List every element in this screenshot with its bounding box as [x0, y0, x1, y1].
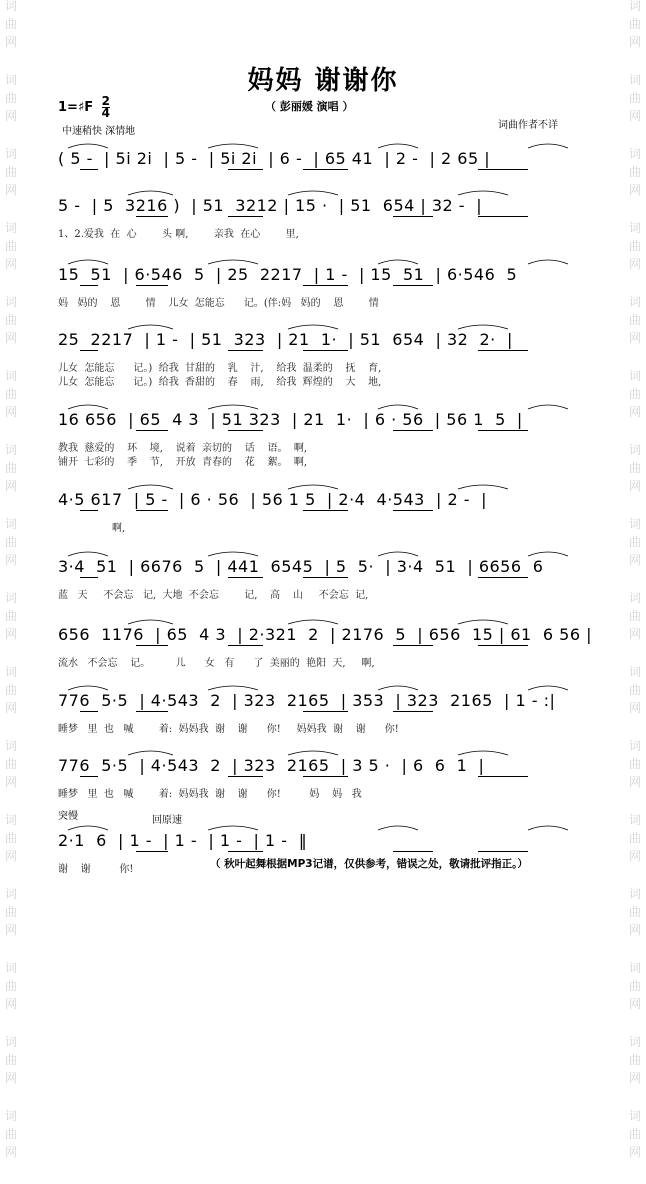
watermark-char: 词: [4, 665, 17, 679]
watermark-char: 词: [4, 739, 17, 753]
time-signature: [102, 96, 110, 119]
watermark-char: 曲: [4, 165, 17, 179]
lyric-line: 睡梦 里 也 喊 着: 妈妈我 谢 谢 你! 妈 妈 我: [58, 789, 362, 800]
beam-line: [303, 285, 348, 286]
watermark-char: 词: [4, 369, 17, 383]
lyric-line: 啊,: [58, 523, 126, 534]
watermark-char: 网: [4, 627, 17, 641]
watermark-char: 曲: [628, 979, 641, 993]
watermark-char: 词: [4, 73, 17, 87]
watermark-char: 曲: [4, 757, 17, 771]
beam-line: [393, 430, 433, 431]
beam-line: [303, 350, 348, 351]
watermark-char: 网: [628, 183, 641, 197]
watermark-char: 网: [4, 405, 17, 419]
watermark-char: 词: [4, 887, 17, 901]
jianpu-notes: 25 2217 | 1 - | 51 323 | 21 1· | 51 654 | 32 2· |: [58, 330, 513, 349]
watermark-char: 网: [628, 849, 641, 863]
watermark-char: 词: [4, 1109, 17, 1123]
beam-line: [478, 430, 528, 431]
watermark-char: 词: [4, 295, 17, 309]
beam-line: [478, 350, 528, 351]
beam-line: [80, 577, 98, 578]
beam-line: [136, 216, 168, 217]
watermark-char: 词: [628, 443, 641, 457]
watermark-char: 网: [628, 775, 641, 789]
watermark-char: 网: [628, 553, 641, 567]
beam-line: [228, 645, 263, 646]
jianpu-notes: ( 5 - | 5i 2i | 5 - | 5i 2i | 6 - | 65 41 | 2 - | 2 65 |: [58, 149, 491, 168]
watermark-right: [624, 0, 646, 1159]
watermark-char: 词: [628, 665, 641, 679]
watermark-char: 曲: [4, 905, 17, 919]
watermark-char: 词: [4, 813, 17, 827]
watermark-char: 曲: [4, 683, 17, 697]
watermark-char: 曲: [628, 757, 641, 771]
watermark-char: 曲: [4, 313, 17, 327]
watermark-char: 曲: [4, 17, 17, 31]
lyric-line: 1、2.爱我 在 心 头 啊, 亲我 在心 里,: [58, 229, 299, 240]
watermark-char: 网: [4, 701, 17, 715]
watermark-char: 曲: [4, 979, 17, 993]
key-signature: [58, 96, 110, 119]
watermark-char: 网: [628, 257, 641, 271]
beam-line: [136, 711, 168, 712]
song-title: 妈妈 谢谢你: [247, 66, 399, 96]
watermark-char: 网: [4, 183, 17, 197]
watermark-char: 曲: [628, 609, 641, 623]
beam-line: [136, 430, 168, 431]
lyric-line: 儿女 怎能忘 记。) 给我 香甜的 春 雨, 给我 辉煌的 大 地,: [58, 377, 382, 388]
watermark-char: 网: [4, 257, 17, 271]
watermark-char: 曲: [4, 461, 17, 475]
meter-bottom: 4: [101, 106, 110, 120]
watermark-char: 词: [628, 739, 641, 753]
singer-credit: （ 彭丽媛 演唱 ）: [265, 100, 354, 113]
watermark-char: 曲: [628, 905, 641, 919]
watermark-char: 曲: [628, 17, 641, 31]
watermark-char: 词: [628, 147, 641, 161]
watermark-char: 词: [628, 295, 641, 309]
watermark-char: 曲: [628, 831, 641, 845]
watermark-char: 网: [4, 35, 17, 49]
watermark-char: 词: [4, 147, 17, 161]
beam-line: [478, 776, 528, 777]
beam-line: [228, 216, 263, 217]
watermark-char: 网: [4, 923, 17, 937]
watermark-char: 词: [628, 1035, 641, 1049]
watermark-char: 词: [4, 517, 17, 531]
watermark-char: 词: [628, 221, 641, 235]
watermark-char: 网: [628, 701, 641, 715]
jianpu-notes: 3·4 51 | 6676 5 | 441 6545 | 5 5· | 3·4 51 | 6656 6: [58, 557, 544, 576]
beam-line: [136, 645, 168, 646]
watermark-char: 曲: [4, 535, 17, 549]
watermark-char: 曲: [4, 1127, 17, 1141]
beam-line: [228, 776, 263, 777]
beam-line: [80, 285, 98, 286]
watermark-char: 词: [628, 887, 641, 901]
beam-line: [393, 285, 433, 286]
watermark-char: 词: [4, 443, 17, 457]
slowdown-mark: 突慢: [58, 811, 78, 822]
watermark-char: 曲: [628, 461, 641, 475]
watermark-char: 曲: [628, 91, 641, 105]
lyric-line: 谢 谢 你!: [58, 864, 134, 875]
beam-line: [228, 430, 263, 431]
watermark-char: 曲: [4, 387, 17, 401]
tempo-marking: 中速稍快 深情地: [62, 126, 136, 137]
watermark-char: 网: [4, 849, 17, 863]
lyric-line: 教我 慈爱的 环 境, 说着 亲切的 话 语。 啊,: [58, 443, 308, 454]
key-label: 1=♯F: [58, 100, 94, 115]
watermark-char: 词: [628, 517, 641, 531]
beam-line: [80, 711, 98, 712]
beam-line: [136, 851, 168, 852]
jianpu-notes: 2·1 6 | 1 - | 1 - | 1 - | 1 - ‖: [58, 831, 308, 850]
watermark-char: 词: [628, 0, 641, 13]
watermark-char: 词: [628, 961, 641, 975]
watermark-char: 曲: [628, 1127, 641, 1141]
watermark-char: 网: [4, 1071, 17, 1085]
lyric-line: 流水 不会忘 记。 儿 女 有 了 美丽的 艳阳 天, 啊,: [58, 658, 375, 669]
watermark-char: 网: [628, 479, 641, 493]
watermark-char: 网: [4, 997, 17, 1011]
jianpu-notes: 776 5·5 | 4·543 2 | 323 2165 | 353 | 323 2165 | 1 - :|: [58, 691, 556, 710]
beam-line: [393, 216, 433, 217]
transcription-note: （ 秋叶起舞根据MP3记谱，仅供参考，错误之处，敬请批评指正。）: [210, 858, 528, 870]
beam-line: [393, 851, 433, 852]
watermark-char: 词: [4, 961, 17, 975]
watermark-char: 词: [4, 591, 17, 605]
watermark-char: 曲: [4, 239, 17, 253]
watermark-char: 网: [628, 627, 641, 641]
beam-line: [478, 851, 528, 852]
jianpu-notes: 776 5·5 | 4·543 2 | 323 2165 | 3 5 · | 6 6 1 |: [58, 756, 485, 775]
watermark-char: 网: [628, 331, 641, 345]
beam-line: [228, 350, 263, 351]
lyric-line: 蓝 天 不会忘 记, 大地 不会忘 记, 高 山 不会忘 记,: [58, 590, 369, 601]
watermark-char: 网: [4, 479, 17, 493]
jianpu-notes: 5 - | 5 3216 ) | 51 3212 | 15 · | 51 654 | 32 - |: [58, 196, 483, 215]
watermark-char: 词: [4, 1035, 17, 1049]
beam-line: [478, 645, 528, 646]
lyric-line: 睡梦 里 也 喊 着: 妈妈我 谢 谢 你! 妈妈我 谢 谢 你!: [58, 724, 399, 735]
beam-line: [136, 510, 168, 511]
beam-line: [303, 169, 348, 170]
watermark-char: 词: [628, 369, 641, 383]
watermark-char: 曲: [628, 165, 641, 179]
jianpu-notes: 15 51 | 6·546 5 | 25 2217 | 1 - | 15 51 | 6·546 5: [58, 265, 518, 284]
beam-line: [80, 169, 98, 170]
author-note: 词曲作者不详: [498, 120, 558, 131]
beam-line: [136, 285, 168, 286]
beam-line: [303, 711, 348, 712]
beam-line: [80, 510, 98, 511]
beam-line: [303, 577, 348, 578]
beam-line: [478, 216, 528, 217]
watermark-char: 网: [628, 1071, 641, 1085]
watermark-char: 词: [4, 221, 17, 235]
watermark-char: 词: [628, 591, 641, 605]
beam-line: [303, 510, 348, 511]
watermark-char: 曲: [628, 387, 641, 401]
jianpu-notes: 656 1176 | 65 4 3 | 2·321 2 | 2176 5 | 656 15 | 61 6 56 |: [58, 625, 592, 644]
watermark-char: 网: [4, 553, 17, 567]
beam-line: [80, 776, 98, 777]
beam-line: [228, 851, 263, 852]
watermark-char: 曲: [628, 1053, 641, 1067]
watermark-char: 网: [628, 997, 641, 1011]
watermark-char: 词: [628, 813, 641, 827]
watermark-char: 网: [628, 923, 641, 937]
watermark-char: 网: [4, 109, 17, 123]
watermark-left: [0, 0, 22, 1159]
watermark-char: 曲: [628, 313, 641, 327]
watermark-char: 曲: [4, 1053, 17, 1067]
beam-line: [393, 645, 433, 646]
jianpu-notes: 4·5 617 | 5 - | 6 · 56 | 56 1 5 | 2·4 4·543 | 2 - |: [58, 490, 488, 509]
beam-line: [478, 577, 528, 578]
beam-line: [303, 776, 348, 777]
watermark-char: 曲: [628, 535, 641, 549]
watermark-char: 网: [4, 775, 17, 789]
jianpu-notes: 16 656 | 65 4 3 | 51 323 | 21 1· | 6 · 56 | 56 1 5 |: [58, 410, 523, 429]
beam-line: [478, 169, 528, 170]
watermark-char: 网: [4, 331, 17, 345]
watermark-char: 词: [628, 73, 641, 87]
beam-line: [393, 510, 433, 511]
watermark-char: 网: [628, 1145, 641, 1159]
beam-line: [228, 169, 263, 170]
watermark-char: 词: [4, 0, 17, 13]
beam-line: [80, 350, 98, 351]
beam-line: [228, 577, 263, 578]
lyric-line: 妈 妈的 恩 情 儿女 怎能忘 记。(伴:妈 妈的 恩 情: [58, 298, 379, 309]
watermark-char: 曲: [4, 609, 17, 623]
watermark-char: 曲: [4, 91, 17, 105]
watermark-char: 曲: [4, 831, 17, 845]
watermark-char: 曲: [628, 683, 641, 697]
watermark-char: 曲: [628, 239, 641, 253]
tempo-resume-mark: 回原速: [152, 815, 182, 826]
watermark-char: 网: [628, 35, 641, 49]
lyric-line: 铺开 七彩的 季 节, 开放 青春的 花 絮。 啊,: [58, 457, 308, 468]
watermark-char: 网: [628, 405, 641, 419]
watermark-char: 网: [628, 109, 641, 123]
lyric-line: 儿女 怎能忘 记。) 给我 甘甜的 乳 汁, 给我 温柔的 抚 育,: [58, 363, 382, 374]
beam-line: [393, 711, 433, 712]
watermark-char: 网: [4, 1145, 17, 1159]
watermark-char: 词: [628, 1109, 641, 1123]
meter-top: 2: [101, 94, 110, 108]
